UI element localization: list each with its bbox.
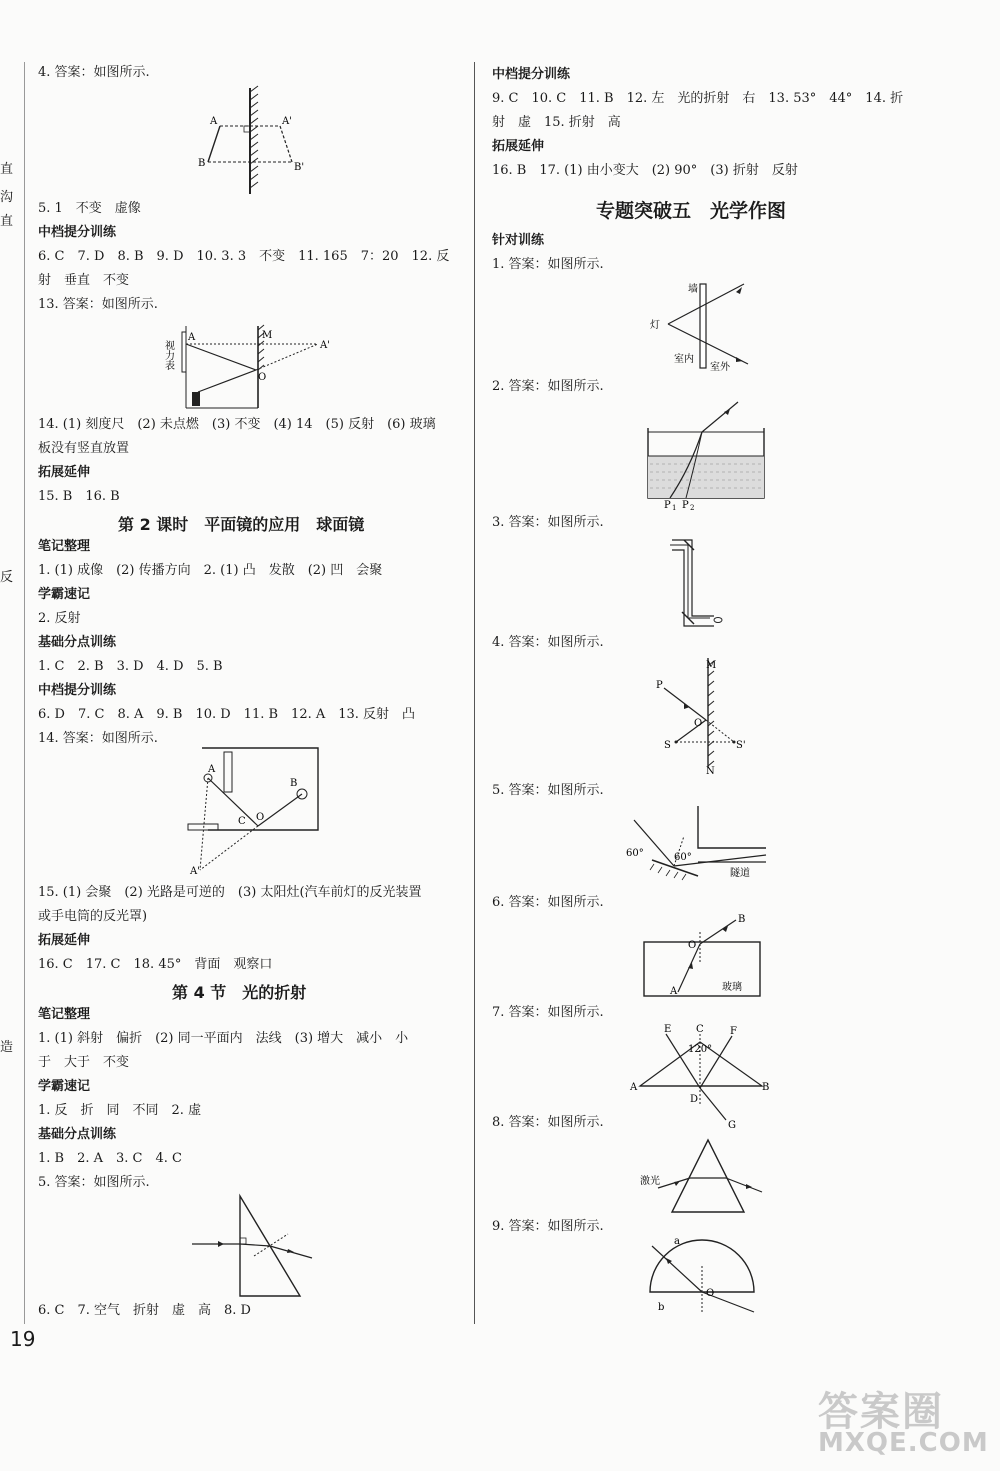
answer-3-label: 3. 答案：如图所示.: [492, 515, 604, 530]
answers-15-16: 15. B 16. B: [38, 489, 120, 504]
answer-5-label: 5. 答案：如图所示.: [492, 783, 604, 798]
label-a: A: [670, 986, 678, 997]
label-o: O: [688, 940, 697, 951]
label-a-prime: A': [282, 116, 292, 127]
edge-mark: 直: [0, 162, 14, 177]
lesson-title: 第 2 课时 平面镜的应用 球面镜: [118, 515, 365, 534]
answer-14-cont: 板没有竖直放置: [38, 441, 130, 456]
label-s-prime: S': [736, 740, 746, 751]
label-chart: 视力表: [162, 340, 174, 370]
label-p1: P: [664, 500, 671, 511]
label-p1-sub: 1: [672, 504, 677, 512]
answer-14: 14. (1) 刻度尺 (2) 未点燃 (3) 不变 (4) 14 (5) 反射 (6) 玻璃: [38, 417, 436, 432]
label-f: F: [730, 1026, 737, 1037]
section-heading: 针对训练: [492, 233, 545, 248]
label-o: O: [706, 1288, 715, 1299]
label-b: b: [658, 1302, 665, 1313]
answers-6-12: 6. C 7. D 8. B 9. D 10. 3. 3 不变 11. 165 7：20 12. 反: [38, 249, 450, 264]
answers-6-8: 6. C 7. 空气 折射 虚 高 8. D: [38, 1303, 251, 1318]
label-tunnel: 隧道: [730, 868, 750, 879]
answer-7-label: 7. 答案：如图所示.: [492, 1005, 604, 1020]
figure-periscope: [666, 532, 736, 628]
label-c: C: [238, 816, 246, 827]
section-heading: 笔记整理: [38, 1007, 91, 1022]
section-heading: 基础分点训练: [38, 635, 117, 650]
answer-13-label: 13. 答案：如图所示.: [38, 297, 158, 312]
answers-9-14: 9. C 10. C 11. B 12. 左 光的折射 右 13. 53° 44° 14. 折: [492, 91, 904, 106]
label-angle: 120°: [688, 1044, 713, 1055]
memo-answer: 2. 反射: [38, 611, 81, 626]
answer-5-label: 5. 答案：如图所示.: [38, 1175, 150, 1190]
label-indoor: 室内: [674, 354, 694, 365]
label-b: B: [738, 914, 746, 925]
column-divider: [474, 62, 475, 1324]
label-m: M: [262, 330, 273, 341]
answer-6-label: 6. 答案：如图所示.: [492, 895, 604, 910]
label-a: A: [208, 764, 216, 775]
edge-mark: 直: [0, 214, 14, 229]
label-b-prime: B': [294, 162, 305, 173]
label-a: a: [674, 1236, 680, 1247]
figure-lamp-wall: [648, 278, 768, 374]
page-number: 19: [10, 1327, 36, 1351]
answer-2-label: 2. 答案：如图所示.: [492, 379, 604, 394]
label-m: M: [706, 660, 717, 671]
answer-15: 15. (1) 会聚 (2) 光路是可逆的 (3) 太阳灶(汽车前灯的反光装置: [38, 885, 422, 900]
figure-semicircle-glass: [644, 1236, 764, 1316]
label-wall: 墙: [688, 284, 698, 295]
answer-14-label: 14. 答案：如图所示.: [38, 731, 158, 746]
label-glass: 玻璃: [722, 982, 742, 993]
answer-8-label: 8. 答案：如图所示.: [492, 1115, 604, 1130]
label-o: O: [256, 812, 265, 823]
basic-answers: 1. B 2. A 3. C 4. C: [38, 1151, 182, 1166]
label-a: A: [630, 1082, 638, 1093]
label-outdoor: 室外: [710, 362, 730, 373]
answers-12-cont: 射 垂直 不变: [38, 273, 130, 288]
notes-answers-cont: 于 大于 不变: [38, 1055, 130, 1070]
label-b: B: [290, 778, 298, 789]
label-b: B: [198, 158, 206, 169]
label-b: B: [762, 1082, 770, 1093]
watermark-site: MXQE.COM: [818, 1428, 989, 1458]
figure-mirror-mn: [650, 654, 768, 777]
section-heading: 拓展延伸: [492, 139, 545, 154]
section-heading: 拓展延伸: [38, 465, 91, 480]
basic-answers: 1. C 2. B 3. D 4. D 5. B: [38, 659, 223, 674]
label-a: A: [188, 332, 196, 343]
section-heading: 拓展延伸: [38, 933, 91, 948]
section-heading: 基础分点训练: [38, 1127, 117, 1142]
label-angle-2: 60°: [674, 852, 692, 863]
label-laser: 激光: [640, 1176, 660, 1187]
section-heading: 学霸速记: [38, 587, 91, 602]
section-heading: 中档提分训练: [492, 67, 571, 82]
label-n: N: [706, 766, 715, 777]
topic-title: 专题突破五 光学作图: [596, 200, 787, 222]
answer-15-cont: 或手电筒的反光罩): [38, 909, 148, 924]
figure-triangle-mirrors: [630, 1022, 772, 1134]
memo-answers: 1. 反 折 同 不同 2. 虚: [38, 1103, 202, 1118]
answers-16-18: 16. C 17. C 18. 45° 背面 观察口: [38, 957, 273, 972]
label-d: D: [690, 1094, 699, 1105]
section-title: 第 4 节 光的折射: [172, 983, 307, 1002]
mid-answers: 6. D 7. C 8. A 9. B 10. D 11. B 12. A 13. 反射 凸: [38, 707, 416, 722]
answers-14-15: 射 虚 15. 折射 高: [492, 115, 621, 130]
watermark-logo: 答案圈: [818, 1389, 944, 1435]
label-a: A: [210, 116, 218, 127]
figure-prism-refraction: [190, 1194, 320, 1300]
answer-5: 5. 1 不变 虚像: [38, 201, 141, 216]
label-p2-sub: 2: [690, 504, 695, 512]
figure-tunnel-mirror: [626, 800, 776, 886]
figure-plane-mirror-ab: [190, 86, 310, 198]
figure-water-tank: [644, 398, 770, 510]
figure-glass-block: [640, 912, 764, 998]
figure-eye-chart-mirror: [162, 322, 348, 412]
label-o: O: [258, 372, 267, 383]
label-o: O: [694, 718, 703, 729]
binding-rule: [24, 62, 25, 1324]
section-heading: 学霸速记: [38, 1079, 91, 1094]
notes-answers: 1. (1) 成像 (2) 传播方向 2. (1) 凸 发散 (2) 凹 会聚: [38, 563, 383, 578]
edge-mark: 沟: [0, 190, 14, 205]
answers-16-17: 16. B 17. (1) 由小变大 (2) 90° (3) 折射 反射: [492, 163, 798, 178]
notes-answers: 1. (1) 斜射 偏折 (2) 同一平面内 法线 (3) 增大 减小 小: [38, 1031, 409, 1046]
label-p: P: [656, 680, 663, 691]
label-a-prime: A': [190, 866, 200, 877]
label-p2: P: [682, 500, 689, 511]
label-c: C: [696, 1024, 704, 1035]
figure-periscope-room: [186, 746, 322, 876]
label-e: E: [664, 1024, 672, 1035]
label-lamp: 灯: [650, 320, 660, 331]
answer-4-label: 4. 答案：如图所示.: [38, 65, 150, 80]
answer-9-label: 9. 答案：如图所示.: [492, 1219, 604, 1234]
label-s: S: [664, 740, 671, 751]
section-heading: 中档提分训练: [38, 225, 117, 240]
section-heading: 中档提分训练: [38, 683, 117, 698]
answer-4-label: 4. 答案：如图所示.: [492, 635, 604, 650]
answer-1-label: 1. 答案：如图所示.: [492, 257, 604, 272]
section-heading: 笔记整理: [38, 539, 91, 554]
figure-laser-prism: [638, 1136, 772, 1218]
label-g: G: [728, 1120, 736, 1131]
edge-mark: 造: [0, 1040, 14, 1055]
edge-mark: 反: [0, 570, 14, 585]
label-angle-1: 60°: [626, 848, 644, 859]
label-a-prime: A': [320, 340, 330, 351]
